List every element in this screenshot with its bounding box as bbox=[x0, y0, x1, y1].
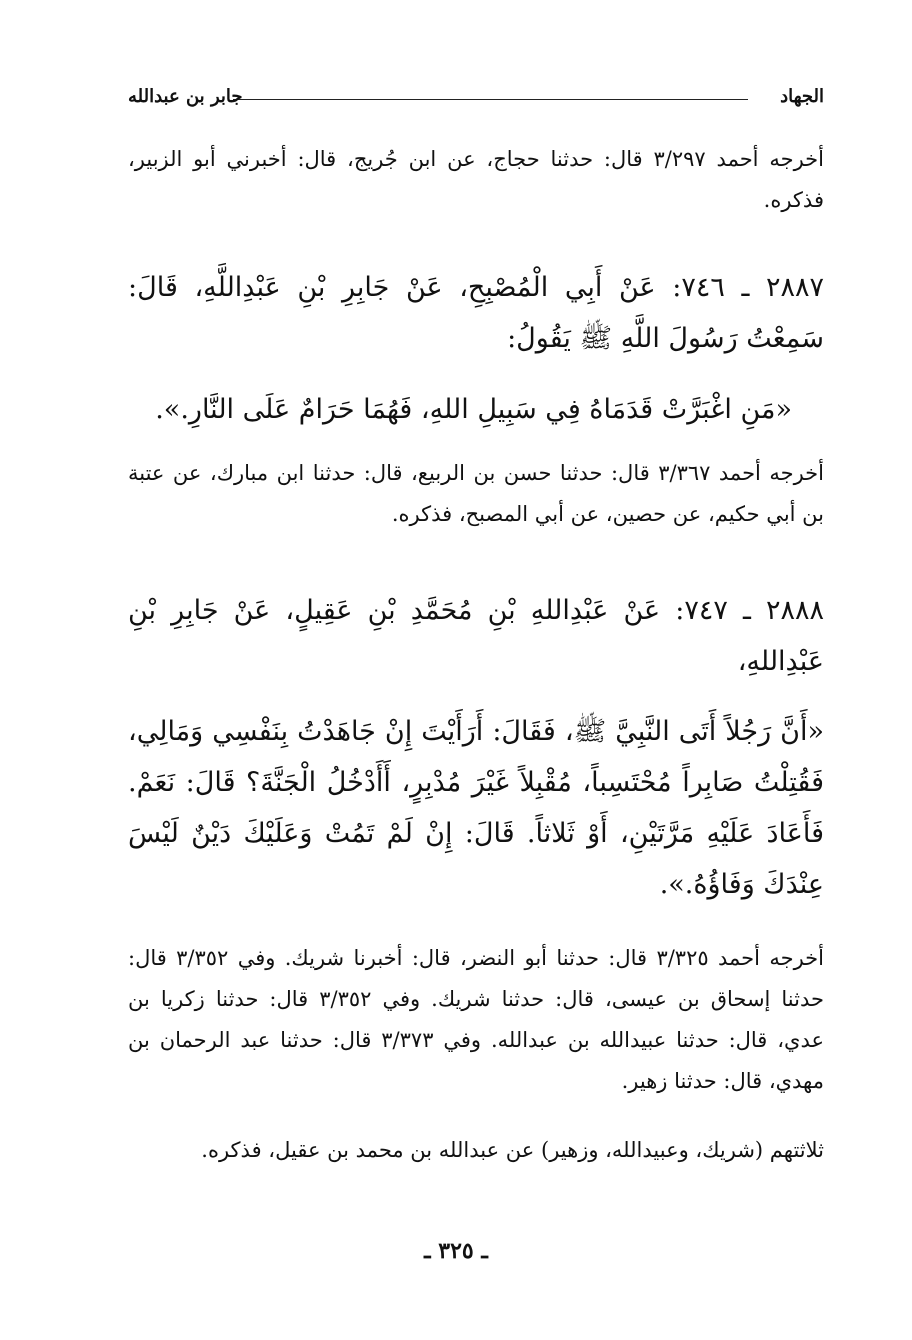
header-chapter-title: جابر بن عبدالله bbox=[128, 86, 243, 107]
page-number: ـ ٣٢٥ ـ bbox=[424, 1238, 488, 1264]
hadith-2887-isnad: ٢٨٨٧ ـ ٧٤٦: عَنْ أَبِي الْمُصْبِحِ، عَنْ جَابِرِ بْنِ عَبْدِاللَّهِ، قَالَ: سَمِعْتُ رَسُولَ اللَّهِ ﷺ يَقُولُ: bbox=[128, 272, 824, 354]
header-section-title: الجهاد bbox=[780, 86, 824, 107]
takhrij-paragraph-3: أخرجه أحمد ٣/٣٢٥ قال: حدثنا أبو النضر، قال: أخبرنا شريك. وفي ٣/٣٥٢ قال: حدثنا إسحاق بن عيسى، قال: حدثنا شريك. وفي ٣/٣٥٢ قال: حدثنا زكريا بن عدي، قال: حدثنا عبيدالله بن عبدالله. وفي ٣/٣٧٣ قال: حدثنا عبد الرحمان بن مهدي، قال: حدثنا زهير. bbox=[128, 946, 825, 1093]
takhrij-paragraph-1: أخرجه أحمد ٣/٢٩٧ قال: حدثنا حجاج، عن ابن جُريج، قال: أخبرني أبو الزبير، فذكره. bbox=[128, 147, 824, 212]
hadith-2887-matn: «مَنِ اغْبَرَّتْ قَدَمَاهُ فِي سَبِيلِ اللهِ، فَهُمَا حَرَامٌ عَلَى النَّارِ.». bbox=[155, 394, 792, 425]
takhrij-paragraph-2: أخرجه أحمد ٣/٣٦٧ قال: حدثنا حسن بن الربيع، قال: حدثنا ابن مبارك، عن عتبة بن أبي حكيم، عن حصين، عن أبي المصبح، فذكره. bbox=[128, 461, 824, 526]
running-header bbox=[128, 82, 824, 116]
header-rule bbox=[233, 99, 748, 100]
hadith-2888-isnad: ٢٨٨٨ ـ ٧٤٧: عَنْ عَبْدِاللهِ بْنِ مُحَمَّدِ بْنِ عَقِيلٍ، عَنْ جَابِرِ بْنِ عَبْدِاللهِ، bbox=[128, 595, 824, 677]
takhrij-paragraph-4: ثلاثتهم (شريك، وعبيدالله، وزهير) عن عبدالله بن محمد بن عقيل، فذكره. bbox=[201, 1138, 824, 1162]
hadith-2888-matn: «أَنَّ رَجُلاً أَتَى النَّبِيَّ ﷺ، فَقَالَ: أَرَأَيْتَ إِنْ جَاهَدْتُ بِنَفْسِي وَمَالِي، فَقُتِلْتُ صَابِراً مُحْتَسِباً، مُقْبِلاً غَيْرَ مُدْبِرٍ، أَأَدْخُلُ الْجَنَّةَ؟ قَالَ: نَعَمْ. فَأَعَادَ عَلَيْهِ مَرَّتَيْنِ، أَوْ ثَلاثاً. قَالَ: إِنْ لَمْ تَمُتْ وَعَلَيْكَ دَيْنٌ لَيْسَ عِنْدَكَ وَفَاؤُهُ.». bbox=[128, 716, 824, 900]
